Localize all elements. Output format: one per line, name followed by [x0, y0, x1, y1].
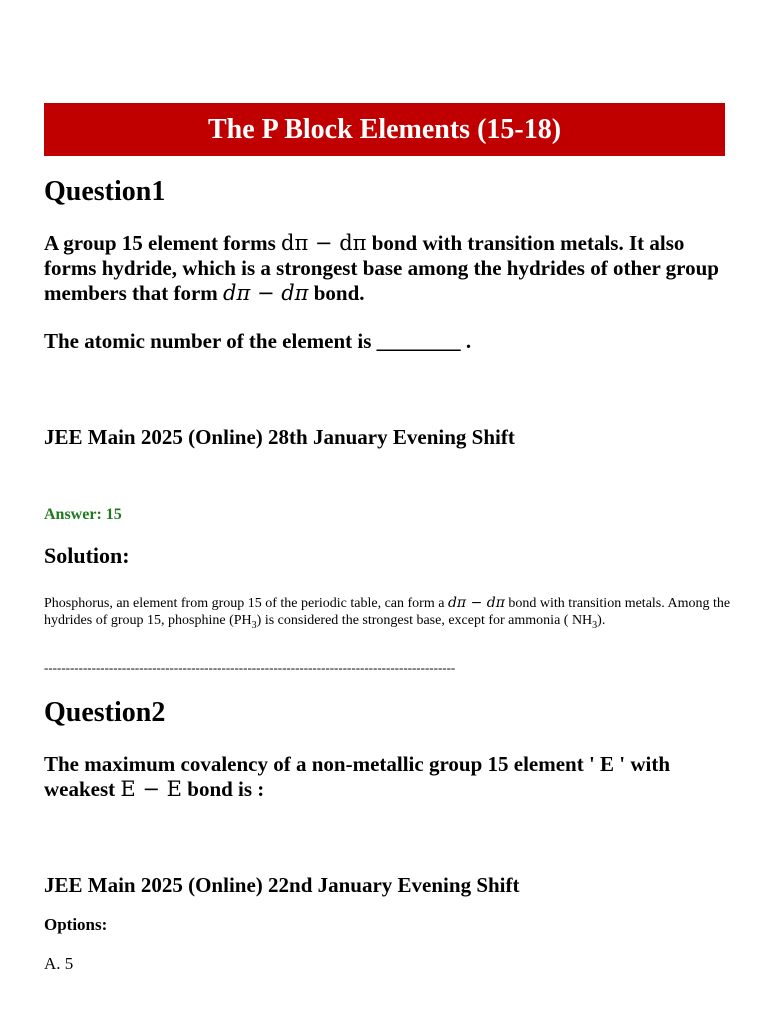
question-2-text-a: The maximum covalency of a non-metallic group 15 element ' E ' with weakest — [44, 752, 671, 801]
separator-line: ----------------------------------------------------------------------------------------------- — [44, 660, 456, 675]
question-1-text-a: A group 15 element forms — [44, 231, 281, 255]
math-d-pi-bond-2: dπ − dπ — [223, 281, 309, 305]
question-2-text-b: bond is : — [182, 777, 265, 801]
solution-subscript-2: 3 — [592, 619, 598, 631]
solution-text — [44, 595, 734, 634]
question-2-source: JEE Main 2025 (Online) 22nd January Evening Shift — [44, 873, 520, 897]
page-title-banner — [44, 103, 725, 156]
question-1-source: JEE Main 2025 (Online) 28th January Evening Shift — [44, 425, 515, 449]
question-1-prompt: The atomic number of the element is ________ . — [44, 329, 472, 353]
math-e-e-bond: E − E — [120, 777, 183, 801]
question-1-text-c: bond. — [308, 281, 365, 305]
question-1-title: Question1 — [44, 176, 166, 207]
solution-text-a: Phosphorus, an element from group 15 of the periodic table, can form a — [44, 596, 448, 611]
solution-title: Solution: — [44, 543, 130, 568]
solution-text-d: ). — [597, 613, 606, 628]
question-1-text-b: bond with transition metals. It also forms hydride, which is a strongest base among the hydrides of other group members that form — [44, 231, 719, 305]
math-d-pi-bond: dπ − dπ — [281, 231, 367, 255]
solution-subscript-1: 3 — [251, 619, 257, 631]
options-label: Options: — [44, 915, 108, 934]
solution-math: dπ − dπ — [447, 595, 505, 611]
page-title: The P Block Elements (15-18) — [207, 113, 562, 145]
solution-text-c: ) is considered the strongest base, except for ammonia ( NH — [256, 613, 593, 628]
question-1-answer: Answer: 15 — [44, 506, 122, 523]
option-a[interactable]: A. 5 — [44, 954, 74, 973]
question-2-body — [44, 752, 734, 802]
question-2-title: Question2 — [44, 697, 166, 728]
solution-text-b: bond with transition metals. Among the hydrides of group 15, phosphine (PH — [44, 596, 731, 628]
question-1-body — [44, 231, 734, 306]
